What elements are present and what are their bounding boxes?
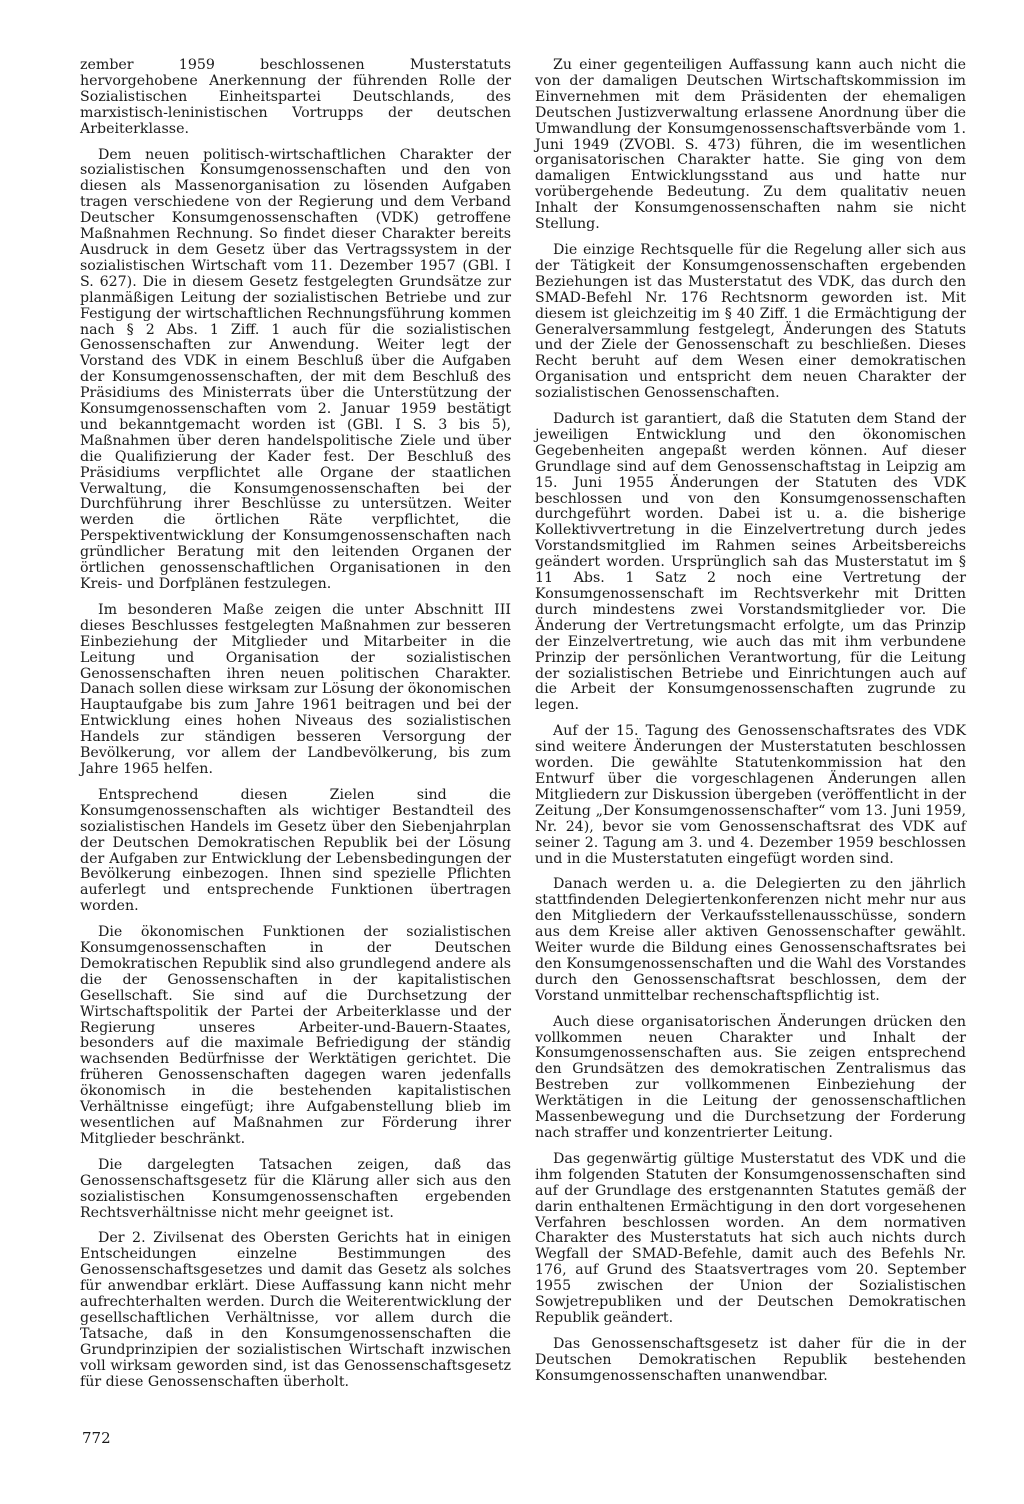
paragraph: Das gegenwärtig gültige Musterstatut des VDK und die ihm folgenden Statuten der Konsumgenossenschaften sind auf der Grundlage des erstgenannten Statutes gemäß der darin enthaltenen Ermächtigung in den dort vorgesehenen Verfahren beschlossen worden. An dem normativen Charakter des Musterstatuts hat sich auch nichts durch Wegfall der SMAD-Befehle, damit auch des Befehls Nr. 176, auf Grund des Staatsvertrages vom 20. September 1955 zwischen der Union der Sozialistischen Sowjetrepubliken und der Deutschen Demokratischen Republik geändert. (535, 1150, 966, 1326)
paragraph: zember 1959 beschlossenen Musterstatuts hervorgehobene Anerkennung der führenden Rolle der Sozialistischen Einheitspartei Deutschlands, des marxistisch-leninistischen Vortrupps der deutschen Arbeiterklasse. (80, 57, 511, 137)
paragraph: Der 2. Zivilsenat des Obersten Gerichts hat in einigen Entscheidungen einzelne Bestimmungen des Genossenschaftsgesetzes und damit das Gesetz als solches für anwendbar erklärt. Diese Auffassung kann nicht mehr aufrechterhalten werden. Durch die Weiterentwicklung der gesellschaftlichen Verhältnisse, vor allem durch die Tatsache, daß in den Konsumgenossenschaften die Grundprinzipien der sozialistischen Wirtschaft inzwischen voll wirksam geworden sind, ist das Genossenschaftsgesetz für diese Genossenschaften überholt. (80, 1230, 511, 1390)
paragraph: Dadurch ist garantiert, daß die Statuten dem Stand der jeweiligen Entwicklung und den ökonomischen Gegebenheiten angepaßt werden können. Auf dieser Grundlage sind auf dem Genossenschaftstag in Leipzig am 15. Juni 1955 Änderungen der Statuten des VDK beschlossen und von den Konsumgenossenschaften durchgeführt worden. Dabei ist u. a. die bisherige Kollektivvertretung in die Einzelvertretung durch jedes Vorstandsmitglied im Rahmen seines Arbeitsbereichs geändert worden. Ursprünglich sah das Musterstatut im § 11 Abs. 1 Satz 2 noch eine Vertretung der Konsumgenossenschaft im Rechtsverkehr mit Dritten durch mindestens zwei Vorstandsmitglieder vor. Die Änderung der Vertretungsmacht erfolgte, um das Prinzip der Einzelvertretung, wie auch das mit ihm verbundene Prinzip der persönlichen Verantwortung, für die Leitung der sozialistischen Betriebe und Einrichtungen auch auf die Arbeit der Konsumgenossenschaften zugrunde zu legen. (535, 411, 966, 714)
paragraph: Auf der 15. Tagung des Genossenschaftsrates des VDK sind weitere Änderungen der Musterstatuten beschlossen worden. Die gewählte Statutenkommission hat den Entwurf über die vorgeschlagenen Änderungen allen Mitgliedern zur Diskussion übergeben (veröffentlicht in der Zeitung „Der Konsumgenossenschafter“ vom 13. Juni 1959, Nr. 24), bevor sie vom Genossenschaftsrat des VDK auf seiner 2. Tagung am 3. und 4. Dezember 1959 beschlossen und in die Musterstatuten eingefügt worden sind. (535, 723, 966, 867)
paragraph: Im besonderen Maße zeigen die unter Abschnitt III dieses Beschlusses festgelegten Maßnahmen zur besseren Einbeziehung der Mitglieder und Mitarbeiter in die Leitung und Organisation der sozialistischen Genossenschaften ihren neuen politischen Charakter. Danach sollen diese wirksam zur Lösung der ökonomischen Hauptaufgabe bis zum Jahre 1961 beitragen und bei der Entwicklung eines hohen Niveaus des sozialistischen Handels zur ständigen besseren Versorgung der Bevölkerung, vor allem der Landbevölkerung, bis zum Jahre 1965 helfen. (80, 601, 511, 777)
left-column (80, 58, 511, 1401)
paragraph: Das Genossenschaftsgesetz ist daher für die in der Deutschen Demokratischen Republik bestehenden Konsumgenossenschaften unanwendbar. (535, 1335, 966, 1384)
paragraph: Dem neuen politisch-wirtschaftlichen Charakter der sozialistischen Konsumgenossenschaften und den von diesen als Massenorganisation zu lösenden Aufgaben tragen verschiedene von der Regierung und dem Verband Deutscher Konsumgenossenschaften (VDK) getroffene Maßnahmen Rechnung. So findet dieser Charakter bereits Ausdruck in dem Gesetz über das Vertragssystem in der sozialistischen Wirtschaft vom 11. Dezember 1957 (GBl. I S. 627). Die in diesem Gesetz festgelegten Grundsätze zur planmäßigen Leitung der sozialistischen Betriebe und zur Festigung der wirtschaftlichen Rechnungsführung kommen nach § 2 Abs. 1 Ziff. 1 auch für die sozialistischen Genossenschaften zur Anwendung. Weiter legt der Vorstand des VDK in einem Beschluß über die Aufgaben der Konsumgenossenschaften, der mit dem Beschluß des Präsidiums des Ministerrats über die Unterstützung der Konsumgenossenschaften vom 2. Januar 1959 bestätigt und bekanntgemacht worden ist (GBl. I S. 3 bis 5), Maßnahmen über deren handelspolitische Ziele und über die Qualifizierung der Kader fest. Der Beschluß des Präsidiums verpflichtet alle Organe der staatlichen Verwaltung, die Konsumgenossenschaften bei der Durchführung ihrer Beschlüsse zu untersützen. Weiter werden die örtlichen Räte verpflichtet, die Perspektiventwicklung der Konsumgenossenschaften nach gründlicher Beratung mit den leitenden Organen der örtlichen genossenschaftlichen Organisationen in den Kreis- und Dorfplänen festzulegen. (80, 146, 511, 592)
paragraph: Die dargelegten Tatsachen zeigen, daß das Genossenschaftsgesetz für die Klärung aller sich aus den sozialistischen Konsumgenossenschaften ergebenden Rechtsverhältnisse nicht mehr geeignet ist. (80, 1156, 511, 1221)
paragraph: Die einzige Rechtsquelle für die Regelung aller sich aus der Tätigkeit der Konsumgenossenschaften ergebenden Beziehungen ist das Musterstatut des VDK, das durch den SMAD-Befehl Nr. 176 Rechtsnorm geworden ist. Mit diesem ist gleichzeitig im § 40 Ziff. 1 die Ermächtigung der Generalversammlung festgelegt, Änderungen des Statuts und der Ziele der Genossenschaft zu beschließen. Dieses Recht beruht auf dem Wesen einer demokratischen Organisation und entspricht dem neuen Charakter der sozialistischen Genossenschaften. (535, 241, 966, 402)
paragraph: Entsprechend diesen Zielen sind die Konsumgenossenschaften als wichtiger Bestandteil des sozialistischen Handels im Gesetz über den Siebenjahrplan der Deutschen Demokratischen Republik bei der Lösung der Aufgaben zur Entwicklung der Lebensbedingungen der Bevölkerung einbezogen. Ihnen sind spezielle Pflichten auferlegt und entsprechende Funktionen übertragen worden. (80, 786, 511, 915)
paragraph: Die ökonomischen Funktionen der sozialistischen Konsumgenossenschaften in der Deutschen Demokratischen Republik sind also grundlegend andere als die der Genossenschaften in der kapitalistischen Gesellschaft. Sie sind auf die Durchsetzung der Wirtschaftspolitik der Partei der Arbeiterklasse und der Regierung unseres Arbeiter-und-Bauern-Staates, besonders auf die maximale Befriedigung der ständig wachsenden Bedürfnisse der Werktätigen gerichtet. Die früheren Genossenschaften dagegen waren jedenfalls ökonomisch in die bestehenden kapitalistischen Verhältnisse eingefügt; ihre Aufgabenstellung blieb im wesentlichen auf Maßnahmen zur Förderung ihrer Mitglieder beschränkt. (80, 924, 511, 1147)
paragraph: Zu einer gegenteiligen Auffassung kann auch nicht die von der damaligen Deutschen Wirtschaftskommission im Einvernehmen mit dem Präsidenten der ehemaligen Deutschen Justizverwaltung erlassene Anordnung über die Umwandlung der Konsumgenossenschaftsverbände vom 1. Juni 1949 (ZVOBl. S. 473) führen, die im wesentlichen organisatorischen Charakter hatte. Sie ging von dem damaligen Entwicklungsstand aus und hatte nur vorübergehende Bedeutung. Zu dem qualitativ neuen Inhalt der Konsumgenossenschaften nahm sie nicht Stellung. (535, 57, 966, 233)
page-number: 772 (82, 1429, 111, 1447)
right-column (535, 58, 966, 1395)
paragraph: Auch diese organisatorischen Änderungen drücken den vollkommen neuen Charakter und Inhalt der Konsumgenossenschaften aus. Sie zeigen entsprechend den Grundsätzen des demokratischen Zentralismus das Bestreben zur vollkommenen Einbeziehung der Werktätigen in die Leitung der genossenschaftlichen Massenbewegung und die Durchsetzung der Forderung nach straffer und konzentrierter Leitung. (535, 1013, 966, 1141)
paragraph: Danach werden u. a. die Delegierten zu den jährlich stattfindenden Delegiertenkonferenzen nicht mehr nur aus den Mitgliedern der Verkaufsstellenausschüsse, sondern aus dem Kreise aller aktiven Genossenschafter gewählt. Weiter wurde die Bildung eines Genossenschaftsrates bei den Konsumgenossenschaften und die Wahl des Vorstandes durch den Genossenschaftsrat beschlossen, dem der Vorstand unmittelbar rechenschaftspflichtig ist. (535, 876, 966, 1004)
